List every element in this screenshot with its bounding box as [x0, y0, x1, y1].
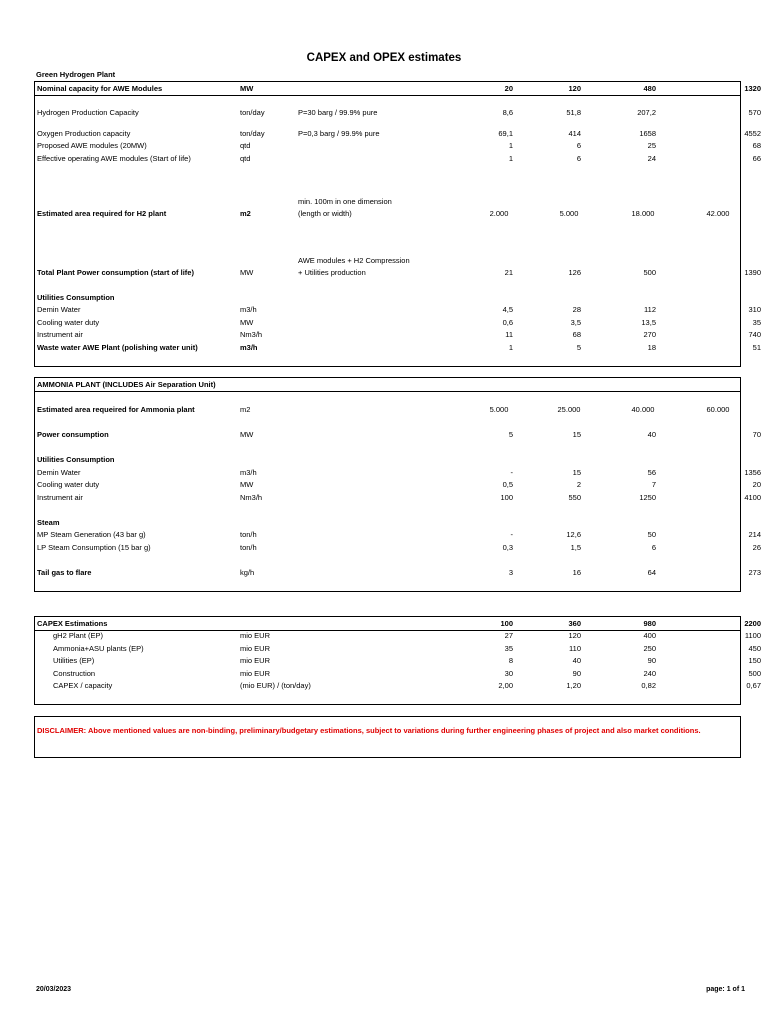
value-cell: 4100 — [744, 493, 761, 502]
value-cell: 5.000 — [489, 405, 509, 414]
value-cell: 1250 — [639, 493, 656, 502]
value-cell: 1658 — [639, 129, 656, 138]
value-cell: 3 — [508, 568, 513, 577]
value-cell: 35 — [504, 644, 513, 653]
value-cell: 120 — [568, 84, 581, 93]
value-cell: 50 — [647, 530, 656, 539]
row-label: Construction — [53, 669, 96, 678]
value-cell: 2,00 — [498, 681, 513, 690]
value-cell: 12,6 — [566, 530, 581, 539]
row-label: Demin Water — [37, 305, 81, 314]
power-row — [35, 267, 761, 279]
value-cell: 150 — [748, 656, 761, 665]
value-cell: 3,5 — [570, 318, 581, 327]
row-label: Hydrogen Production Capacity — [37, 108, 139, 117]
row-unit: kg/h — [240, 568, 255, 577]
row-label: Tail gas to flare — [37, 568, 92, 577]
value-cell: 40 — [572, 656, 581, 665]
capex-table — [34, 616, 761, 705]
row-label: CAPEX Estimations — [37, 619, 108, 628]
value-cell: 570 — [748, 108, 761, 117]
table-row — [35, 643, 761, 655]
value-cell: 40 — [647, 430, 656, 439]
value-cell: 2 — [576, 480, 581, 489]
row-label: Steam — [37, 518, 60, 527]
value-cell: 112 — [644, 305, 656, 314]
table-row — [35, 304, 761, 316]
row-unit: ton/day — [240, 108, 265, 117]
value-cell: 5.000 — [559, 209, 579, 218]
row-label: Total Plant Power consumption (start of life) — [37, 268, 194, 277]
row-label: Instrument air — [37, 330, 83, 339]
value-cell: 414 — [568, 129, 581, 138]
row-unit: mio EUR — [240, 669, 271, 678]
row-label: Power consumption — [37, 430, 109, 439]
value-cell: 60.000 — [706, 405, 730, 414]
row-label: Nominal capacity for AWE Modules — [37, 84, 163, 93]
footer-page-number: page: 1 of 1 — [706, 986, 745, 993]
value-cell: 4552 — [744, 129, 761, 138]
value-cell: 214 — [748, 530, 761, 539]
row-label: Oxygen Production capacity — [37, 129, 131, 138]
value-cell: 51 — [752, 343, 761, 352]
row-unit: ton/h — [240, 530, 257, 539]
value-cell: 70 — [752, 430, 761, 439]
table-row — [35, 668, 761, 680]
row-label: Effective operating AWE modules (Start of life) — [37, 154, 191, 163]
value-cell: 11 — [505, 330, 513, 339]
area-row — [35, 404, 740, 416]
value-cell: 100 — [500, 493, 513, 502]
table-row — [35, 492, 761, 504]
value-cell: 15 — [572, 430, 581, 439]
row-unit: ton/h — [240, 543, 257, 552]
value-cell: 1356 — [744, 468, 761, 477]
value-cell: 740 — [748, 330, 761, 339]
value-cell: 68 — [752, 141, 761, 150]
table-row — [35, 479, 761, 491]
value-cell: 207,2 — [637, 108, 656, 117]
value-cell: 69,1 — [498, 129, 513, 138]
table-row — [35, 128, 761, 140]
table-row — [35, 317, 761, 329]
value-cell: 6 — [576, 141, 581, 150]
row-label: Cooling water duty — [37, 318, 100, 327]
row-unit: mio EUR — [240, 631, 271, 640]
power-row — [35, 429, 761, 441]
row-unit: ton/day — [240, 129, 265, 138]
row-label: MP Steam Generation (43 bar g) — [37, 530, 146, 539]
disclaimer-box — [34, 716, 741, 758]
table-row — [35, 342, 761, 354]
value-cell: 310 — [748, 305, 761, 314]
value-cell: 2.000 — [489, 209, 509, 218]
value-cell: 5 — [576, 343, 581, 352]
row-unit: Nm3/h — [240, 493, 263, 502]
value-cell: 8,6 — [502, 108, 513, 117]
value-cell: 0,3 — [502, 543, 513, 552]
value-cell: 240 — [643, 669, 656, 678]
value-cell: 27 — [504, 631, 513, 640]
value-cell: 8 — [508, 656, 513, 665]
value-cell: 13,5 — [641, 318, 656, 327]
value-cell: 0,67 — [746, 681, 761, 690]
value-cell: 273 — [748, 568, 761, 577]
value-cell: 18.000 — [631, 209, 655, 218]
utilities-heading — [35, 454, 740, 466]
disclaimer-text: DISCLAIMER: Above mentioned values are non-binding, preliminary/budgetary estimations, subject to variations during further engineering phases of project and also market conditions. — [37, 726, 701, 735]
row-unit: MW — [240, 268, 254, 277]
value-cell: 51,8 — [566, 108, 581, 117]
value-cell: 6 — [576, 154, 581, 163]
table-row — [35, 153, 761, 165]
row-unit: m3/h — [240, 343, 258, 352]
value-cell: 56 — [647, 468, 656, 477]
value-cell: 30 — [504, 669, 513, 678]
row-label: CAPEX / capacity — [53, 681, 113, 690]
value-cell: 0,5 — [502, 480, 513, 489]
value-cell: 400 — [643, 631, 656, 640]
row-unit: mio EUR — [240, 644, 271, 653]
row-label: Estimated area requeired for Ammonia plant — [37, 405, 195, 414]
value-cell: 4,5 — [502, 305, 513, 314]
value-cell: 250 — [643, 644, 656, 653]
row-note: min. 100m in one dimension — [298, 197, 392, 206]
table-row — [35, 107, 761, 119]
value-cell: 1,5 — [570, 543, 581, 552]
value-cell: 25 — [647, 141, 656, 150]
row-unit: Nm3/h — [240, 330, 263, 339]
value-cell: 500 — [643, 268, 656, 277]
row-unit: (mio EUR) / (ton/day) — [240, 681, 311, 690]
value-cell: 1390 — [744, 268, 761, 277]
row-label: Utilities Consumption — [37, 455, 115, 464]
row-label: Proposed AWE modules (20MW) — [37, 141, 147, 150]
document-title: CAPEX and OPEX estimates — [306, 52, 462, 64]
table-row — [35, 542, 761, 554]
row-label: Ammonia+ASU plants (EP) — [53, 644, 144, 653]
table-row — [35, 630, 761, 642]
value-cell: 450 — [748, 644, 761, 653]
value-cell: 110 — [569, 644, 581, 653]
row-label: Waste water AWE Plant (polishing water unit) — [37, 343, 198, 352]
value-cell: 5 — [508, 430, 513, 439]
table-row — [35, 680, 761, 692]
row-note: AWE modules + H2 Compression — [298, 256, 410, 265]
value-cell: 35 — [752, 318, 761, 327]
value-cell: 100 — [500, 619, 513, 628]
utilities-heading — [35, 292, 740, 304]
ammonia-plant-table — [34, 377, 761, 592]
value-cell: 0,6 — [502, 318, 513, 327]
row-label: Instrument air — [37, 493, 83, 502]
table-row — [35, 140, 761, 152]
value-cell: 6 — [651, 543, 656, 552]
value-cell: 1100 — [744, 631, 761, 640]
row-unit: MW — [240, 84, 254, 93]
row-unit: m3/h — [240, 468, 257, 477]
row-label: Utilities (EP) — [53, 656, 95, 665]
value-cell: 16 — [572, 568, 581, 577]
value-cell: 1320 — [744, 84, 761, 93]
row-note: (length or width) — [298, 209, 352, 218]
nominal-capacity-row — [35, 83, 761, 96]
value-cell: 15 — [572, 468, 581, 477]
value-cell: 25.000 — [557, 405, 581, 414]
value-cell: 18 — [647, 343, 656, 352]
row-note: P=0,3 barg / 99.9% pure — [298, 129, 380, 138]
value-cell: 980 — [643, 619, 656, 628]
row-unit: MW — [240, 430, 254, 439]
value-cell: 64 — [647, 568, 656, 577]
value-cell: 90 — [572, 669, 581, 678]
green-hydrogen-table — [34, 81, 761, 367]
area-row — [35, 208, 740, 220]
value-cell: 40.000 — [631, 405, 655, 414]
row-unit: MW — [240, 480, 254, 489]
value-cell: 270 — [643, 330, 656, 339]
value-cell: 28 — [572, 305, 581, 314]
value-cell: 42.000 — [706, 209, 730, 218]
row-unit: mio EUR — [240, 656, 271, 665]
power-note-row — [35, 255, 740, 267]
row-unit: m2 — [240, 209, 251, 218]
value-cell: 21 — [504, 268, 513, 277]
table-row — [35, 467, 761, 479]
row-label: LP Steam Consumption (15 bar g) — [37, 543, 151, 552]
area-note-row — [35, 196, 740, 208]
value-cell: 480 — [643, 84, 656, 93]
value-cell: 90 — [647, 656, 656, 665]
row-unit: qtd — [240, 141, 251, 150]
value-cell: - — [510, 530, 513, 539]
row-unit: MW — [240, 318, 254, 327]
row-unit: m2 — [240, 405, 251, 414]
value-cell: 1 — [508, 154, 513, 163]
value-cell: 360 — [568, 619, 581, 628]
row-label: Demin Water — [37, 468, 81, 477]
value-cell: 2200 — [744, 619, 761, 628]
value-cell: 24 — [647, 154, 656, 163]
row-label: gH2 Plant (EP) — [53, 631, 104, 640]
value-cell: 120 — [568, 631, 581, 640]
tail-gas-row — [35, 567, 761, 579]
value-cell: 7 — [651, 480, 656, 489]
row-unit: m3/h — [240, 305, 257, 314]
value-cell: 550 — [568, 493, 581, 502]
value-cell: 1 — [508, 141, 513, 150]
row-label: AMMONIA PLANT (INCLUDES Air Separation Unit) — [37, 380, 216, 389]
row-label: Utilities Consumption — [37, 293, 115, 302]
footer-date: 20/03/2023 — [36, 986, 72, 993]
green-hydrogen-section-label: Green Hydrogen Plant — [36, 70, 116, 79]
value-cell: 1,20 — [566, 681, 581, 690]
value-cell: 0,82 — [641, 681, 656, 690]
value-cell: 20 — [752, 480, 761, 489]
table-row — [35, 329, 761, 341]
value-cell: 66 — [752, 154, 761, 163]
value-cell: 26 — [752, 543, 761, 552]
value-cell: 20 — [504, 84, 513, 93]
steam-heading — [35, 517, 740, 529]
table-row — [35, 655, 761, 667]
row-unit: qtd — [240, 154, 251, 163]
row-note: + Utilities production — [298, 268, 366, 277]
value-cell: 500 — [748, 669, 761, 678]
value-cell: 126 — [568, 268, 581, 277]
ammonia-heading — [35, 379, 740, 392]
row-label: Estimated area required for H2 plant — [37, 209, 167, 218]
value-cell: - — [510, 468, 513, 477]
row-label: Cooling water duty — [37, 480, 100, 489]
value-cell: 68 — [572, 330, 581, 339]
table-row — [35, 529, 761, 541]
value-cell: 1 — [508, 343, 513, 352]
row-note: P=30 barg / 99.9% pure — [298, 108, 378, 117]
